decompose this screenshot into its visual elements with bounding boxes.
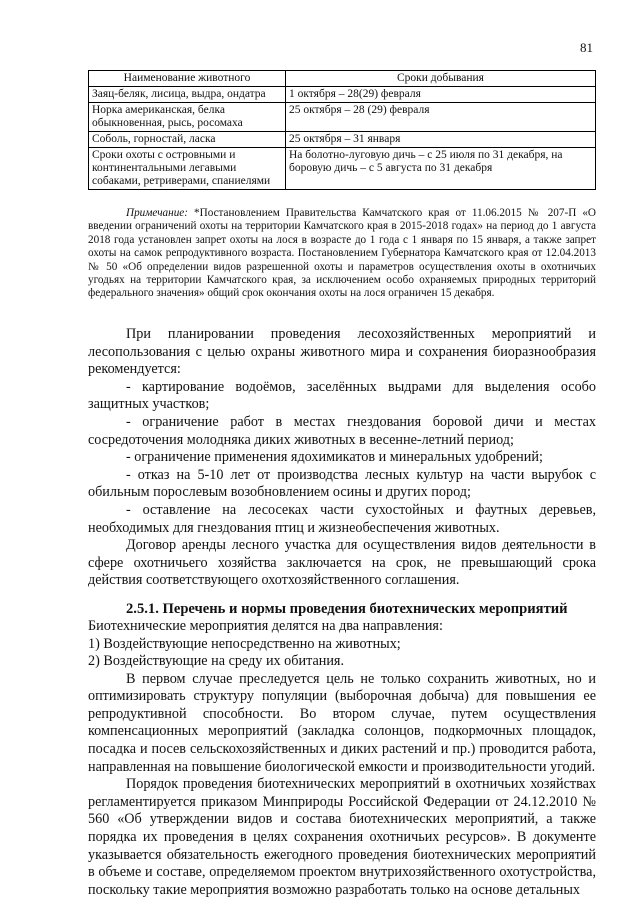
table-row xyxy=(89,87,596,103)
list-item: - оставление на лесосеках части сухостойных и фаутных деревьев, необходимых для гнездования птиц и жизнеобеспечения животных. xyxy=(88,501,596,536)
table-row xyxy=(89,103,596,132)
list-item: 1) Воздействующие непосредственно на животных; xyxy=(88,635,401,652)
paragraph-first-case: В первом случае преследуется цель не только сохранить животных, но и оптимизировать структуру популяции (выборочная добыча) для повышения ее репродуктивной способности. Во втором случае, путем осуществления компенсационных мероприятий (закладка солонцов, подкормочных площадок, посадка и посев сельскохозяйственных и диких растений и пр.) проводится работа, направленная на повышение биологической емкости и производительности угодий. xyxy=(88,670,596,775)
list-item: - отказ на 5-10 лет от производства лесных культур на части вырубок с обильным порослевым возобновлением осины и других пород; xyxy=(88,466,596,501)
paragraph-procedure: Порядок проведения биотехнических мероприятий в охотничьих хозяйствах регламентируется приказом Минприроды Российской Федерации от 24.12.2010 № 560 «Об утверждении видов и состава биотехнических мероприятий, а также порядка их проведения в целях сохранения охотничьих ресурсов». В документе указывается обязательность ежегодного проведения биотехнических мероприятий в объеме и составе, определяемом проектом внутрихозяйственного охотустройства, поскольку такие мероприятия возможно разработать только на основе детальных xyxy=(88,776,596,898)
table-note xyxy=(88,207,596,301)
table-cell-period: На болотно-луговую дичь – с 25 июля по 31 декабря, на боровую дичь – с 5 августа по 31 декабря xyxy=(286,148,596,190)
table-row xyxy=(89,148,596,190)
list-item: - ограничение работ в местах гнездования боровой дичи и местах сосредоточения молодняка диких животных в весенне-летний период; xyxy=(88,413,596,448)
table-cell-period: 1 октября – 28(29) февраля xyxy=(286,87,596,103)
table-cell-animal: Соболь, горностай, ласка xyxy=(89,132,286,148)
note-label: Примечание: xyxy=(126,207,188,219)
paragraph-directions: Биотехнические мероприятия делятся на два направления: xyxy=(88,617,443,634)
table-cell-animal: Сроки охоты с островными и континентальными легавыми собаками, ретриверами, спаниелями xyxy=(89,148,286,190)
table-header-animal: Наименование животного xyxy=(89,71,286,87)
page-number: 81 xyxy=(580,40,593,55)
main-text xyxy=(88,326,596,899)
section-heading: 2.5.1. Перечень и нормы проведения биотехнических мероприятий xyxy=(126,600,568,617)
list-item: 2) Воздействующие на среду их обитания. xyxy=(88,653,345,670)
list-item: - ограничение применения ядохимикатов и минеральных удобрений; xyxy=(126,449,543,466)
table-row xyxy=(89,132,596,148)
table-header-period: Сроки добывания xyxy=(286,71,596,87)
table-cell-period: 25 октября – 28 (29) февраля xyxy=(286,103,596,132)
note-text: *Постановлением Правительства Камчатского края от 11.06.2015 № 207-П «О введении ограничений охоты на территории Камчатского края в 2015-2018 годах» на период до 1 августа 2018 года установлен запрет охоты на лося в возрасте до 1 года с 1 января по 15 января, а также запрет охоты на самок репродуктивного возраста. Постановлением Губернатора Камчатского края от 12.04.2013 № 50 «Об определении видов разрешенной охоты и параметров осуществления охоты в охотничьих угодьях на территории Камчатского края, за исключением особо охраняемых природных территорий федерального значения» общий срок окончания охоты на лося ограничен 15 декабря. xyxy=(88,207,596,300)
paragraph-lease: Договор аренды лесного участка для осуществления видов деятельности в сфере охотничьего хозяйства заключается на срок, не превышающий срока действия соответствующего охотхозяйственного соглашения. xyxy=(88,537,596,589)
paragraph-intro: При планировании проведения лесохозяйственных мероприятий и лесопользования с целью охраны животного мира и сохранения биоразнообразия рекомендуется: xyxy=(88,326,596,378)
table-cell-animal: Норка американская, белка обыкновенная, рысь, росомаха xyxy=(89,103,286,132)
table-header-row xyxy=(89,71,596,87)
table-cell-animal: Заяц-беляк, лисица, выдра, ондатра xyxy=(89,87,286,103)
hunting-seasons-table xyxy=(88,70,596,190)
list-item: - картирование водоёмов, заселённых выдрами для выделения особо защитных участков; xyxy=(88,378,596,413)
table-cell-period: 25 октября – 31 января xyxy=(286,132,596,148)
